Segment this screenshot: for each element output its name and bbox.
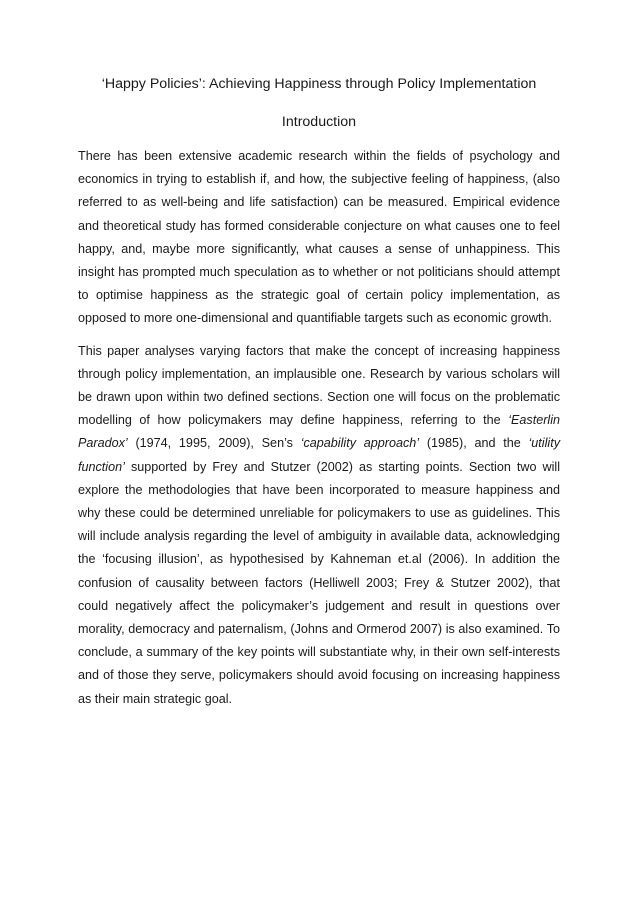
paragraph-2-text-2: (1974, 1995, 2009), Sen’s <box>127 436 301 451</box>
capability-approach-term: ‘capability approach’ <box>300 436 420 451</box>
paragraph-2 <box>78 340 560 711</box>
easterlin-paradox-term: ‘Easterlin Paradox’ <box>78 413 560 451</box>
paragraph-2-text-4: supported by Frey and Stutzer (2002) as starting points. Section two will explore the methodologies that have been incorporated to measure happiness and why these could be determined unreliable for policymakers to use as guidelines. This will include analysis regarding the level of ambiguity in available data, acknowledging the ‘focusing illusion’, as hypothesised by Kahneman et.al (2006). In addition the confusion of causality between factors (Helliwell 2003; Frey & Stutzer 2002), that could negatively affect the policymaker’s judgement and result in questions over morality, democracy and paternalism, (Johns and Ormerod 2007) is also examined. To conclude, a summary of the key points will substantiate why, in their own self-interests and of those they serve, policymakers should avoid focusing on increasing happiness as their main strategic goal. <box>78 459 560 706</box>
section-heading: Introduction <box>281 114 357 130</box>
paragraph-1: There has been extensive academic research within the fields of psychology and economics in trying to establish if, and how, the subjective feeling of happiness, (also referred to as well-being and life satisfaction) can be measured. Empirical evidence and theoretical study has formed considerable conjecture on what causes one to feel happy, and, maybe more significantly, what causes a sense of unhappiness. This insight has prompted much speculation as to whether or not politicians should attempt to optimise happiness as the strategic goal of certain policy implementation, as opposed to more one-dimensional and quantifiable targets such as economic growth. <box>78 149 560 326</box>
document-title: ‘Happy Policies’: Achieving Happiness through Policy Implementation <box>101 76 537 92</box>
paragraph-2-text-1: This paper analyses varying factors that make the concept of increasing happiness through policy implementation, an implausible one. Research by various scholars will be drawn upon within two defined sections. Section one will focus on the problematic modelling of how policymakers may define happiness, referring to the <box>78 343 560 428</box>
utility-function-term: ‘utility function’ <box>78 436 560 474</box>
paragraph-2-text-3: (1985), and the <box>419 436 529 451</box>
